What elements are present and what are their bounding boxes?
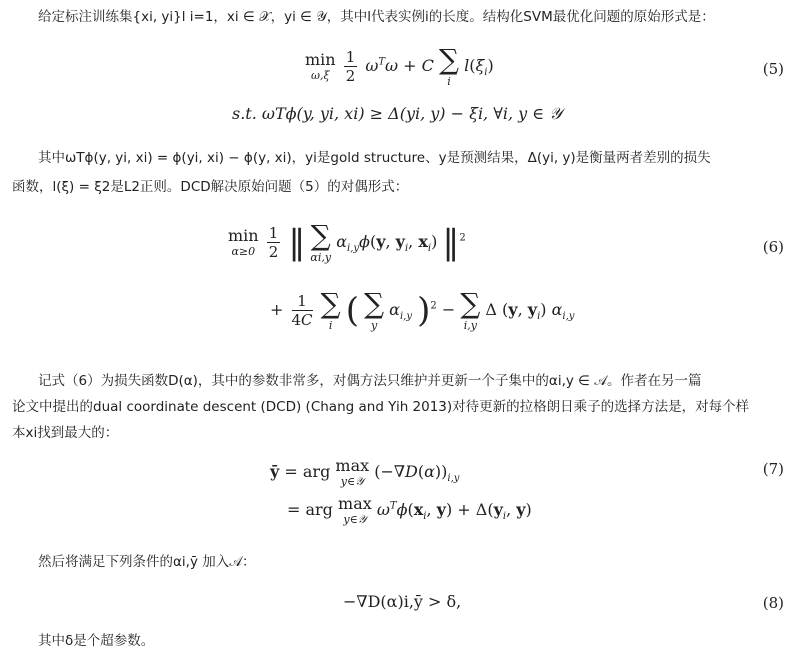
paragraph-5 [38,630,154,652]
equation-5-line-1: min ω,ξ $\frac{1}{2}$ $\omega^T\omega + C$ ∑ i $l(\xi_i)$ [305,43,494,88]
paragraph-2-line-1 [38,147,711,169]
paragraph-3b-text: 论文中提出的dual coordinate descent (DCD) (Chang and Yih 2013)对待更新的拉格朗日乘子的选择方法是，对每个样 [12,399,750,415]
paragraph-1 [38,6,715,28]
equation-8-text: −∇D(α)i,ȳ > δ, [343,592,462,611]
equation-number-8: (8) [762,594,784,612]
paragraph-2a-text: 其中ωTϕ(y, yi, xi) = ϕ(yi, xi) − ϕ(y, xi)，yi是gold structure、y是预测结果，Δ(yi, y)是衡量两者差别的损失 [38,150,711,166]
paragraph-3a-text: 记式（6）为损失函数D(α)，其中的参数非常多，对偶方法只维护并更新一个子集中的αi,y ∈ 𝒜。作者在另一篇 [38,373,702,389]
paragraph-4 [38,551,256,573]
paragraph-3-line-3 [12,422,118,444]
equation-8 [343,592,461,611]
equation-6-line-1: min α≥0 $\frac{1}{2}$ ‖ ∑ αi,y $\alpha_{i,y}\phi(y$, $y_i$, $x_i$) ‖$^2$ [228,219,466,264]
paragraph-4-text: 然后将满足下列条件的αi,ȳ 加入𝒜： [38,554,256,570]
equation-5-line-2 [232,104,562,124]
equation-7-line-2: = arg max y∈𝒴 $\omega^T\phi(x_i$, $y) + \Delta(y_i$, y) [287,494,532,526]
equation-7-line-1: ȳ = arg max y∈𝒴 $(-\nabla D(\alpha))_{i,y}$ [270,456,460,488]
equation-5b-text: s.t. ωTϕ(y, yi, xi) ≥ Δ(yi, y) − ξi, ∀i, y ∈ 𝒴 [232,104,562,123]
paragraph-2-line-2 [12,176,408,198]
paragraph-3c-text: 本xi找到最大的： [12,425,119,441]
paragraph-3-line-2 [12,396,749,418]
equation-number-7: (7) [762,460,784,478]
equation-6-line-2: + $\frac{1}{4C}$ ∑ i ( ∑ y $\alpha_{i,y}$ )$^2$ − ∑ i,y Δ (y, $y_i$) $\alpha_{i,y}$ [270,287,575,332]
paragraph-5-text: 其中δ是个超参数。 [38,633,155,649]
paragraph-2b-text: 函数，l(ξ) = ξ2是L2正则。DCD解决原始问题（5）的对偶形式： [12,179,409,195]
equation-number-6: (6) [762,238,784,256]
equation-number-5: (5) [762,60,784,78]
paragraph-3-line-1 [38,370,701,392]
paragraph-1-text: 给定标注训练集{xi, yi}l i=1，xi ∈ 𝒳，yi ∈ 𝒴，其中l代表实例i的长度。结构化SVM最优化问题的原始形式是： [38,9,715,25]
